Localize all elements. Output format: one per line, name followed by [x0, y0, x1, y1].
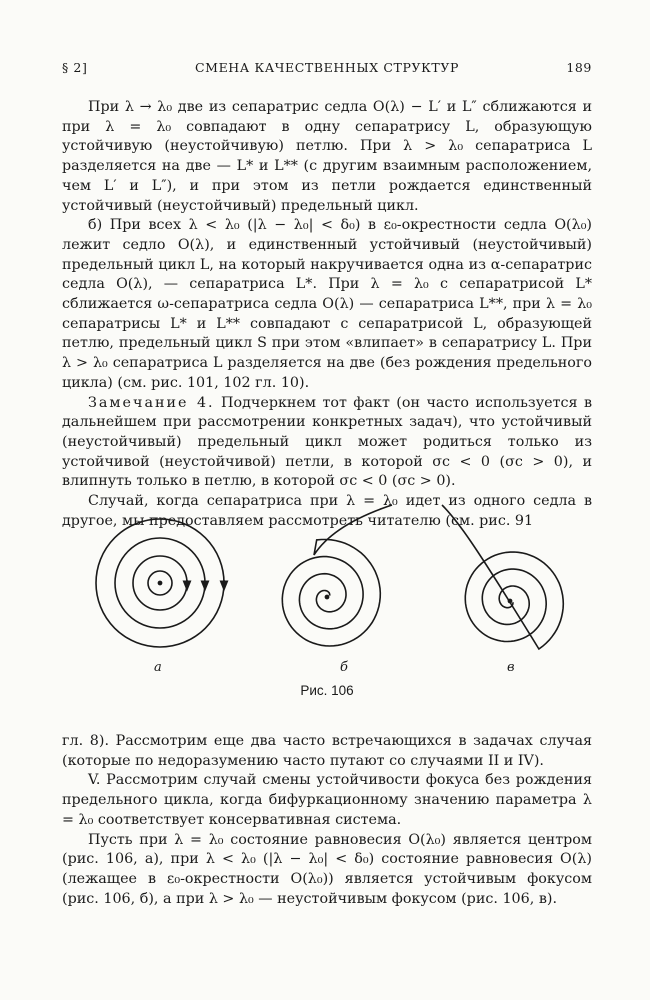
label-b: б: [340, 660, 348, 675]
label-c: в: [507, 660, 515, 675]
text-block-top: [62, 98, 592, 531]
remark-text: Подчеркнем тот факт (он часто используется в дальнейшем при рассмотрении конкретных задач), что устойчивый (неустойчивый) предельный цикл может родиться только из устойчивой (неустойчивой) петли, в которой σc < 0 (σc > 0), и влипнуть только в петлю, в которой σc < 0 (σc > 0).: [62, 394, 593, 490]
paragraph-saddle-case: Случай, когда сепаратриса при λ = λ₀ идет из одного седла в другое, мы предоставляем рассмотреть читателю (см. рис. 91: [62, 493, 592, 529]
paragraph-case-v: V. Рассмотрим случай смены устойчивости фокуса без рождения предельного цикла, когда бифуркационному значению параметра λ = λ₀ соответствует консервативная система.: [62, 772, 592, 828]
running-title: СМЕНА КАЧЕСТВЕННЫХ СТРУКТУР: [195, 60, 459, 75]
remark-label: Замечание 4.: [88, 394, 215, 411]
trajectory-spiral: [442, 505, 563, 649]
running-header: [62, 60, 592, 80]
paragraph-remark: [62, 394, 592, 493]
portrait-center: [96, 519, 224, 647]
figure-caption: Рис. 106: [300, 683, 354, 698]
equilibrium-point: [325, 595, 328, 598]
portrait-unstable-focus: [442, 505, 563, 649]
paragraph-focus-stability: Пусть при λ = λ₀ состояние равновесия O(λ₀) является центром (рис. 106, а), при λ < λ₀ (|λ − λ₀| < δ₀) состояние равновесия O(λ) (лежащее в ε₀-окрестности O(λ₀)) является устойчивым фокусом (рис. 106, б), а при λ > λ₀ — неустойчивым фокусом (рис. 106, в).: [62, 831, 592, 907]
equilibrium-point: [508, 599, 511, 602]
trajectory-spiral: [282, 505, 392, 646]
paragraph-separatrix-loop: При λ → λ₀ две из сепаратрис седла O(λ) − L′ и L″ сближаются и при λ = λ₀ совпадают в одну сепаратрису L, образующую устойчивую (неустойчивую) петлю. При λ > λ₀ сепаратриса L разделяется на две — L* и L** (с другим взаимным расположением, чем L′ и L″), и при этом из петли рождается единственный устойчивый (неустойчивый) предельный цикл.: [62, 99, 592, 214]
equilibrium-point: [158, 581, 161, 584]
paragraph-continuation: гл. 8). Рассмотрим еще два часто встречающихся в задачах случая (которые по недоразумению часто путают со случаями II и IV).: [62, 733, 592, 769]
portrait-stable-focus: [282, 505, 392, 646]
paragraph-case-b: б) При всех λ < λ₀ (|λ − λ₀| < δ₀) в ε₀-окрестности седла O(λ₀) лежит седло O(λ), и единственный устойчивый (неустойчивый) предельный цикл L, на который накручивается одна из α-сепаратрис седла O(λ), — сепаратриса L*. При λ = λ₀ с сепаратрисой L* сближается ω-сепаратриса седла O(λ) — сепаратриса L**, при λ = λ₀ сепаратрисы L* и L** совпадают с сепаратрисой L, образующей петлю, предельный цикл S при этом «влипает» в сепаратрису L. При λ > λ₀ сепаратриса L разделяется на две (без рождения предельного цикла) (см. рис. 101, 102 гл. 10).: [62, 217, 592, 391]
label-a: а: [154, 660, 162, 675]
page-number: 189: [566, 60, 592, 75]
phase-portraits: [62, 500, 592, 680]
text-block-bottom: [62, 732, 592, 909]
section-marker: § 2]: [62, 60, 88, 75]
figure-106: [62, 500, 592, 710]
